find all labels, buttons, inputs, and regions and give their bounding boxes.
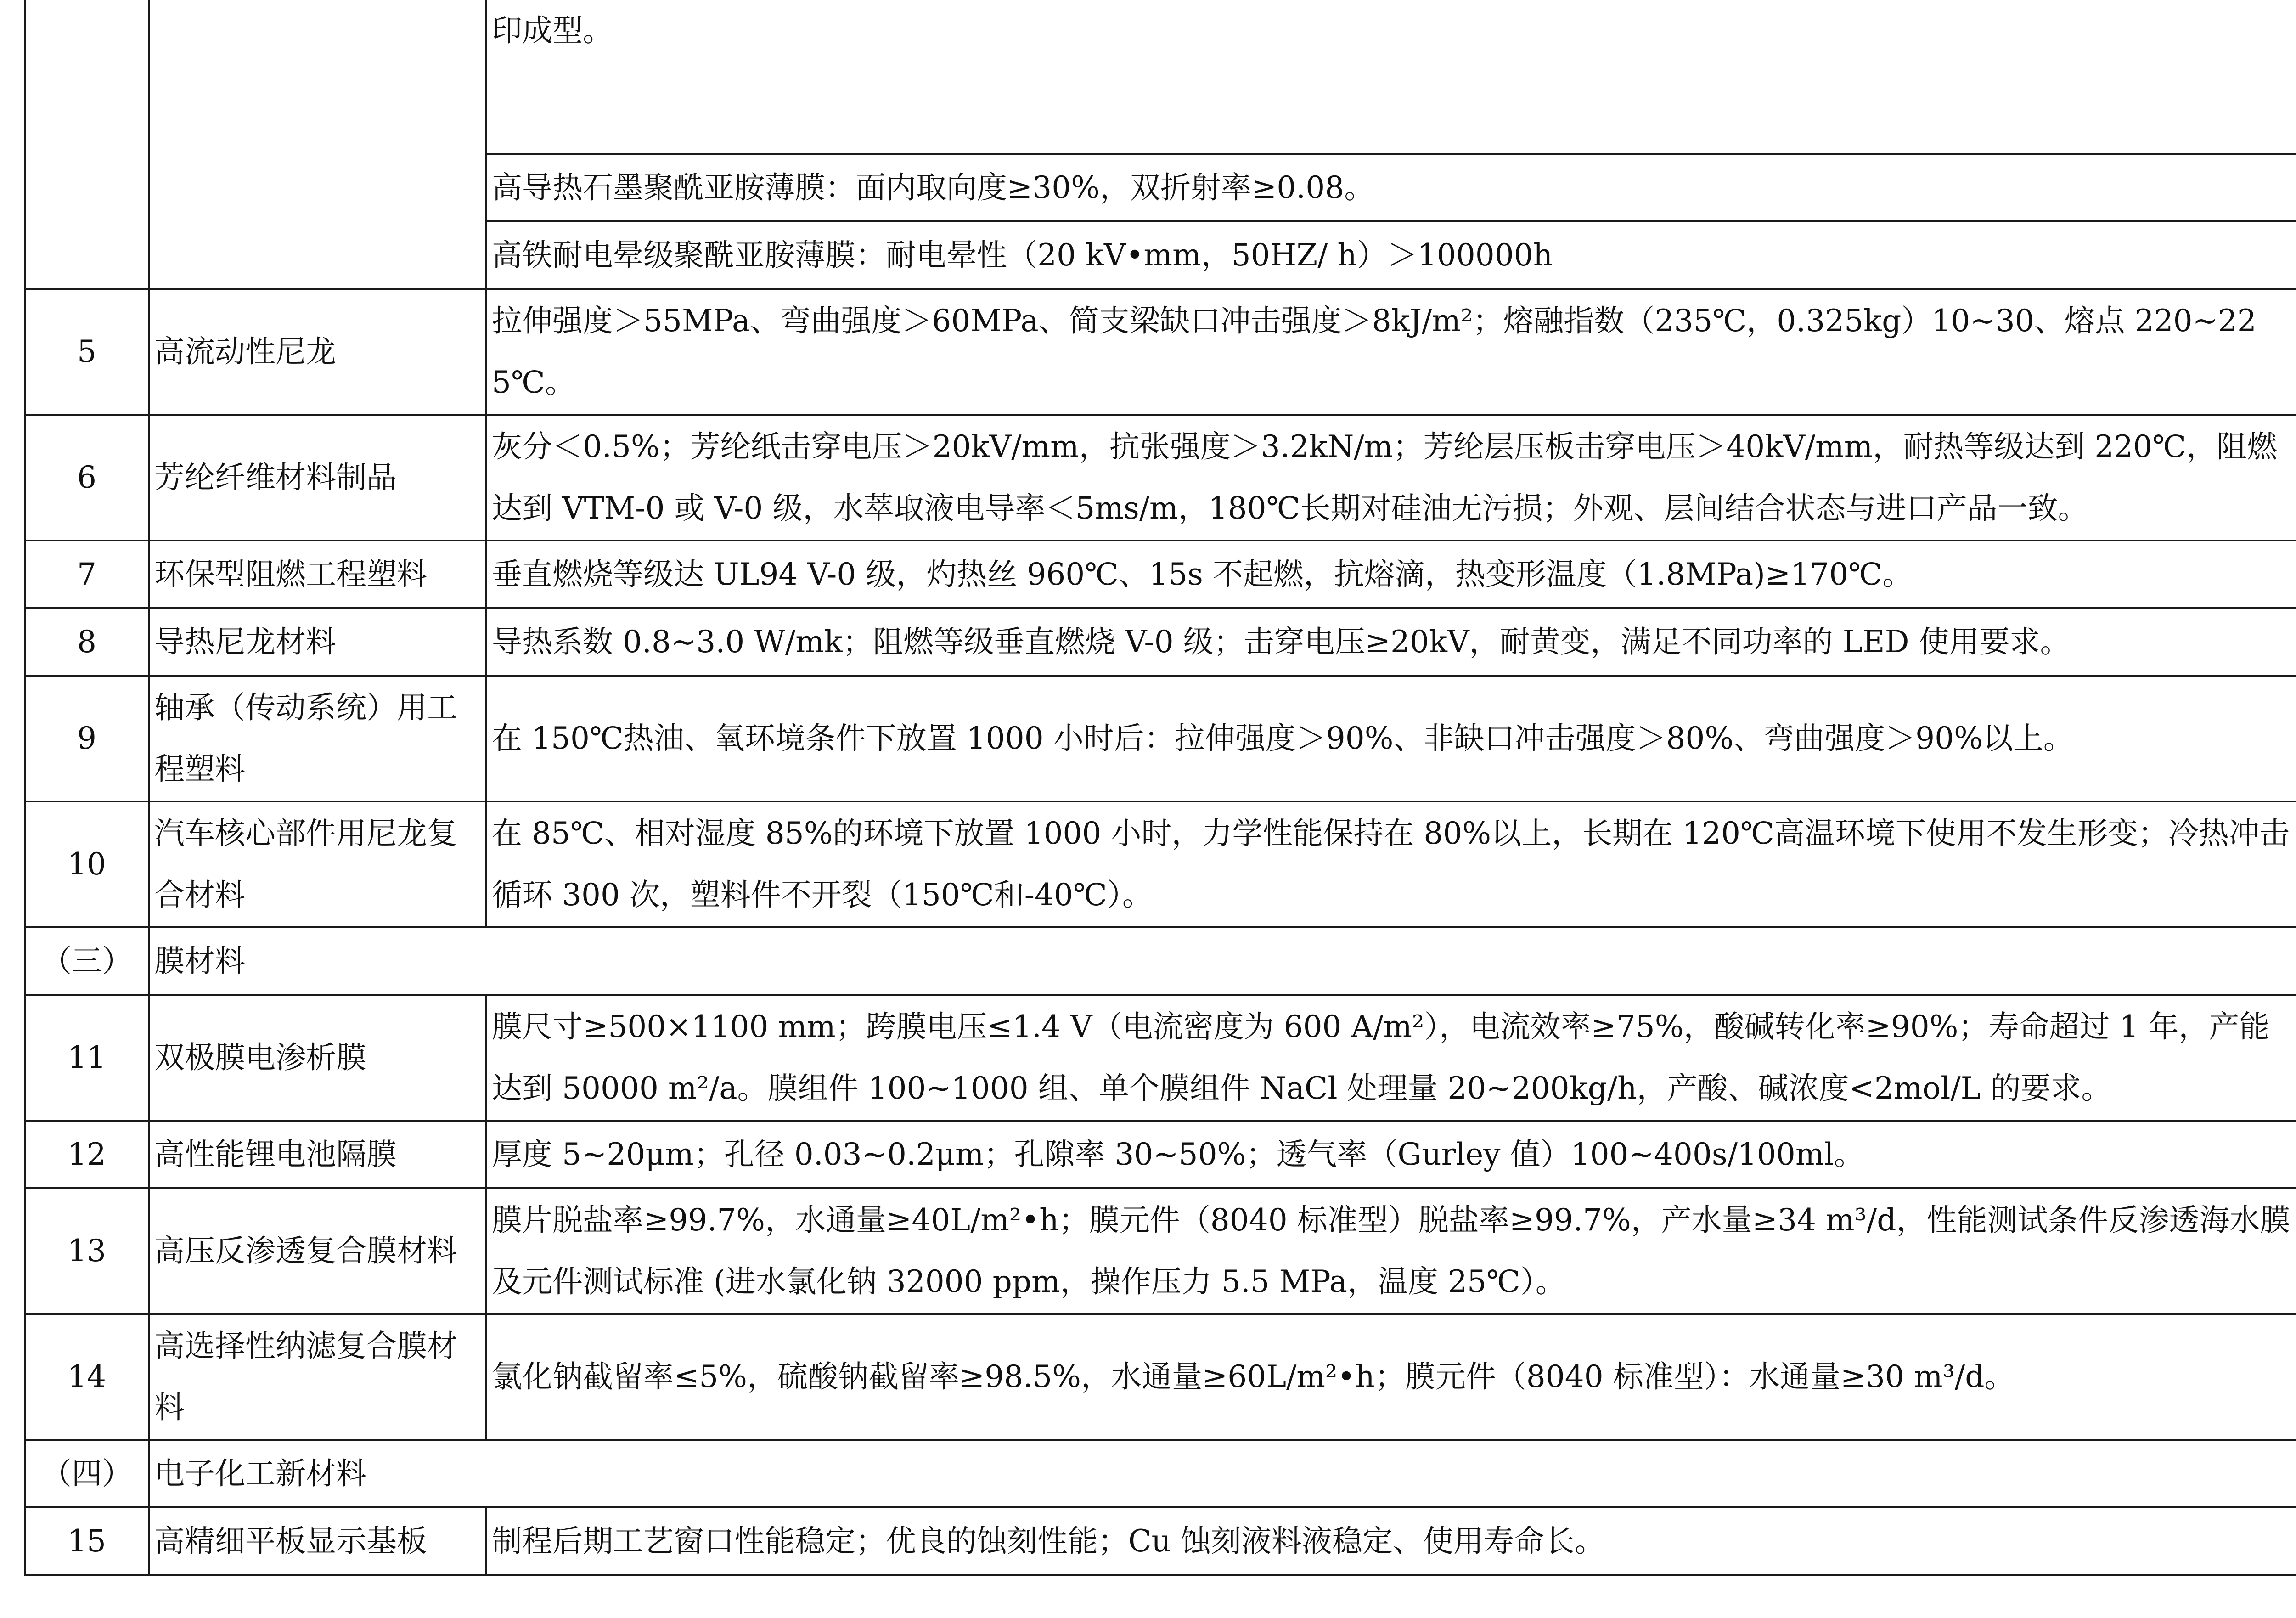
material-name-cell: 高流动性尼龙	[149, 289, 486, 415]
table-row	[25, 541, 2296, 608]
row-number-cell: 8	[25, 608, 149, 676]
material-name-cell: 导热尼龙材料	[149, 608, 486, 676]
material-name-cell: 高选择性纳滤复合膜材料	[149, 1314, 486, 1440]
spec-cell: 氯化钠截留率≤5%，硫酸钠截留率≥98.5%，水通量≥60L/m²•h；膜元件（8040 标准型）：水通量≥30 m³/d。	[486, 1314, 2296, 1440]
table-row	[25, 608, 2296, 676]
spec-text: 高导热石墨聚酰亚胺薄膜：面内取向度≥30%，双折射率≥0.08。	[492, 169, 1375, 205]
row-number-cell: 13	[25, 1188, 149, 1314]
spec-cell: 拉伸强度＞55MPa、弯曲强度＞60MPa、简支梁缺口冲击强度＞8kJ/m²；熔融指数（235℃，0.325kg）10~30、熔点 220~225℃。	[486, 289, 2296, 415]
table-row	[25, 801, 2296, 927]
table-row	[25, 1188, 2296, 1314]
material-name-cell: 环保型阻燃工程塑料	[149, 541, 486, 608]
row-number-cell: 14	[25, 1314, 149, 1440]
spec-cell: 膜片脱盐率≥99.7%，水通量≥40L/m²•h；膜元件（8040 标准型）脱盐率≥99.7%，产水量≥34 m³/d，性能测试条件反渗透海水膜及元件测试标准 (进水氯化钠 32000 ppm，操作压力 5.5 MPa，温度 25℃）。	[486, 1188, 2296, 1314]
spec-cell: 制程后期工艺窗口性能稳定；优良的蚀刻性能；Cu 蚀刻液料液稳定、使用寿命长。	[486, 1507, 2296, 1575]
spec-cell: 在 150℃热油、氧环境条件下放置 1000 小时后：拉伸强度＞90%、非缺口冲击强度＞80%、弯曲强度＞90%以上。	[486, 676, 2296, 801]
material-name-cell: 高压反渗透复合膜材料	[149, 1188, 486, 1314]
spec-text: 印成型。	[492, 13, 613, 48]
spec-cell: 在 85℃、相对湿度 85%的环境下放置 1000 小时，力学性能保持在 80%以上，长期在 120℃高温环境下使用不发生形变；冷热冲击循环 300 次，塑料件不开裂（150℃和-40℃）。	[486, 801, 2296, 927]
table-row	[25, 415, 2296, 541]
row-number-cell: 15	[25, 1507, 149, 1575]
row-number-cell: 10	[25, 801, 149, 927]
spec-cell: 厚度 5~20μm；孔径 0.03~0.2μm；孔隙率 30~50%；透气率（Gurley 值）100~400s/100ml。	[486, 1121, 2296, 1188]
row-number-cell: 7	[25, 541, 149, 608]
table-row	[25, 676, 2296, 801]
material-name-cell: 汽车核心部件用尼龙复合材料	[149, 801, 486, 927]
section-number-cell: （四）	[25, 1440, 149, 1507]
table-row	[25, 1314, 2296, 1440]
row-number-cell: 6	[25, 415, 149, 541]
materials-table	[24, 0, 2296, 1576]
section-number-cell: （三）	[25, 927, 149, 995]
material-name-cell	[149, 0, 486, 289]
spec-cell	[486, 0, 2296, 154]
material-name-cell: 轴承（传动系统）用工程塑料	[149, 676, 486, 801]
spec-cell	[486, 221, 2296, 289]
table-row	[25, 1121, 2296, 1188]
table-row	[25, 0, 2296, 154]
section-row	[25, 1440, 2296, 1507]
row-number-cell: 11	[25, 995, 149, 1121]
spec-text: 高铁耐电晕级聚酰亚胺薄膜：耐电晕性（20 kV•mm，50HZ/ h）＞100000h	[492, 237, 1553, 273]
section-row	[25, 927, 2296, 995]
spec-cell: 灰分＜0.5%；芳纶纸击穿电压＞20kV/mm，抗张强度＞3.2kN/m；芳纶层压板击穿电压＞40kV/mm，耐热等级达到 220℃，阻燃达到 VTM-0 或 V-0 级，水萃取液电导率＜5ms/m，180℃长期对硅油无污损；外观、层间结合状态与进口产品一致。	[486, 415, 2296, 541]
table-row	[25, 289, 2296, 415]
table-row	[25, 995, 2296, 1121]
spec-cell: 垂直燃烧等级达 UL94 V-0 级，灼热丝 960℃、15s 不起燃，抗熔滴，热变形温度（1.8MPa)≥170℃。	[486, 541, 2296, 608]
spec-cell: 导热系数 0.8~3.0 W/mk；阻燃等级垂直燃烧 V-0 级；击穿电压≥20kV，耐黄变，满足不同功率的 LED 使用要求。	[486, 608, 2296, 676]
material-name-cell: 高性能锂电池隔膜	[149, 1121, 486, 1188]
table-row	[25, 1507, 2296, 1575]
row-number-cell: 9	[25, 676, 149, 801]
row-number-cell: 5	[25, 289, 149, 415]
row-number-cell: 12	[25, 1121, 149, 1188]
material-name-cell: 高精细平板显示基板	[149, 1507, 486, 1575]
section-title-cell: 膜材料	[149, 927, 2296, 995]
row-number-cell	[25, 0, 149, 289]
spec-cell: 膜尺寸≥500×1100 mm；跨膜电压≤1.4 V（电流密度为 600 A/m²），电流效率≥75%，酸碱转化率≥90%；寿命超过 1 年，产能达到 50000 m²/a。膜组件 100~1000 组、单个膜组件 NaCl 处理量 20~200kg/h，产酸、碱浓度<2mol/L 的要求。	[486, 995, 2296, 1121]
material-name-cell: 双极膜电渗析膜	[149, 995, 486, 1121]
spec-cell	[486, 154, 2296, 221]
material-name-cell: 芳纶纤维材料制品	[149, 415, 486, 541]
section-title-cell: 电子化工新材料	[149, 1440, 2296, 1507]
